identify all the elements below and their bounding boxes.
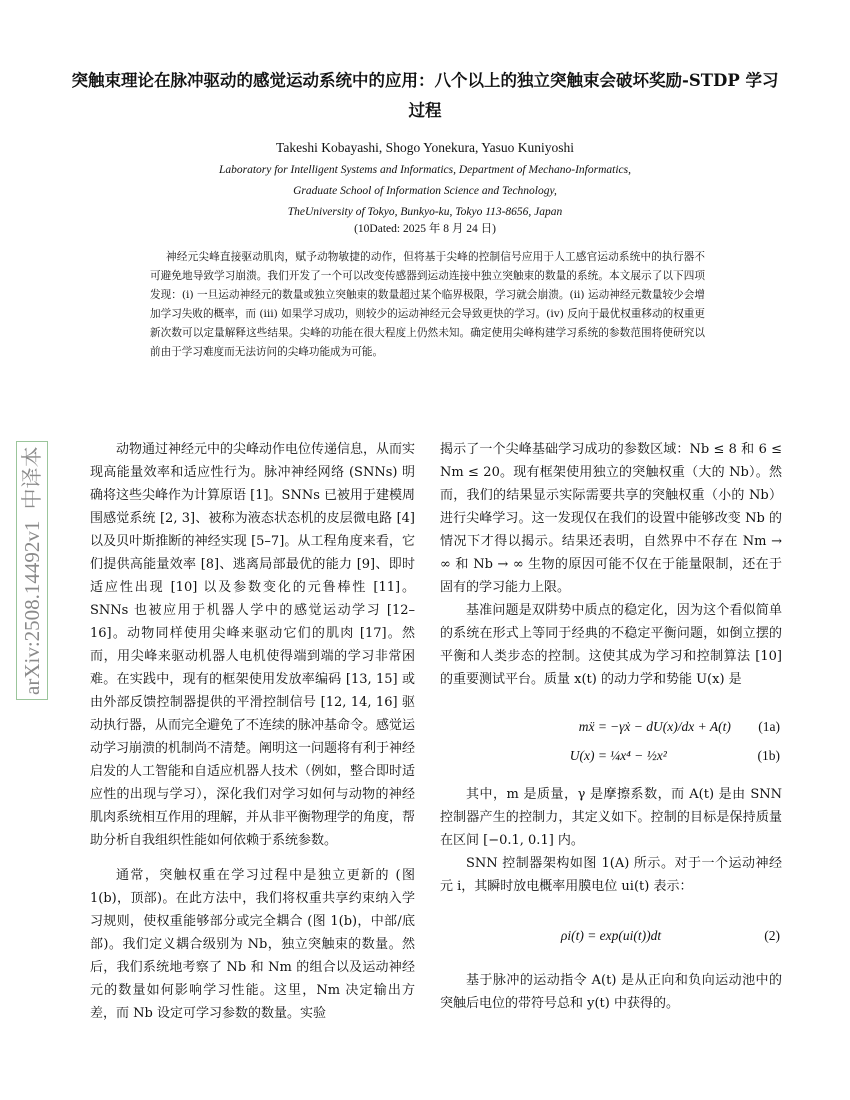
equation-block-1 [440,715,782,767]
body-paragraph: 其中，m 是质量，γ 是摩擦系数，而 A(t) 是由 SNN 控制器产生的控制力，其定义如下。控制的目标是保持质量在区间 [−0.1, 0.1] 内。 [440,787,782,848]
body-paragraph: 动物通过神经元中的尖峰动作电位传递信息，从而实现高能量效率和适应性行为。脉冲神经网络 (SNNs) 明确将这些尖峰作为计算原语 [1]。SNNs 已被用于建模周围感觉系统 [2, 3]、被称为液态状态机的皮层微电路 [4] 以及贝叶斯推断的神经实现 [5–7]。从工程角度来看，它们提供高能量效率 [8]、逃离局部最优的能力 [9]、即时适应性出现 [10] 以及参数变化的元鲁棒性 [11]。SNNs 也被应用于机器人学中的感觉运动学习 [12–16]。动物同样使用尖峰来驱动它们的肌肉 [17]。然而，用尖峰来驱动机器人电机使得端到端的学习非常困难。在实践中，现有的框架使用发放率编码 [13, 15] 或由外部反馈控制器提供的平滑控制信号 [12, 14, 16] 驱动执行器，从而完全避免了不连续的脉冲基命令。感觉运动学习崩溃的机制尚不清楚。阐明这一问题将有利于神经启发的人工智能和自适应机器人技术（例如，整合即时适应性的出现与学习），深化我们对学习如何与动物的神经肌肉系统相互作用的理解，并从非平衡物理学的角度，帮助分析自我组织性能如何依赖于系统参数。 [90,442,416,848]
equation-lhs: mẍ = [578,719,607,734]
equation-number: (1a) [758,719,780,734]
left-column [90,438,415,1025]
right-column [440,438,782,1015]
body-paragraph: 基准问题是双阱势中质点的稳定化，因为这个看似简单的系统在形式上等同于经典的不稳定平衡问题，如倒立摆的平衡和人类步态的控制。这使其成为学习和控制算法 [10] 的重要测试平台。质量 x(t) 的动力学和势能 U(x) 是 [440,603,782,687]
equation-1b [440,744,782,767]
equation-number: (2) [764,928,780,943]
affiliation-line: Graduate School of Information Science and Technology, [293,185,557,197]
affiliation-line: TheUniversity of Tokyo, Bunkyo-ku, Tokyo 113-8656, Japan [287,206,563,218]
equation-lhs: U(x) = [569,748,607,763]
equation-1a [440,715,782,738]
body-paragraph: 揭示了一个尖峰基础学习成功的参数区域：Nb ≤ 8 和 6 ≤ Nm ≤ 20。现有框架使用独立的突触权重（大的 Nb）。然而，我们的结果显示实际需要共享的突触权重（小的 Nb）进行尖峰学习。这一发现仅在我们的设置中能够改变 Nb 的情况下才得以揭示。结果还表明，自然界中不存在 Nm → ∞ 和 Nb → ∞ 生物的原因可能不仅在于能量限制，还在于固有的学习能力上限。 [440,442,782,595]
arxiv-id: arXiv:2508.14492v1 [20,520,44,695]
body-paragraph: 基于脉冲的运动指令 A(t) 是从正向和负向运动池中的突触后电位的带符号总和 y(t) 中获得的。 [440,973,782,1011]
body-paragraph: SNN 控制器架构如图 1(A) 所示。对于一个运动神经元 i，其瞬时放电概率用膜电位 ui(t) 表示： [440,856,782,894]
equation-rhs: −γẋ − dU(x)/dx + A(t) [610,719,731,734]
abstract: 神经元尖峰直接驱动肌肉，赋予动物敏捷的动作，但将基于尖峰的控制信号应用于人工感官运动系统中的执行器不可避免地导致学习崩溃。我们开发了一个可以改变传感器到运动连接中独立突触束的数量的系统。本文展示了以下四项发现：(i) 一旦运动神经元的数量或独立突触束的数量超过某个临界极限，学习就会崩溃。(ii) 运动神经元数量较少会增加学习失败的概率，而 (iii) 如果学习成功，则较少的运动神经元会导致更快的学习。(iv) 反向于最优权重移动的权重更新次数可以定量解释这些结果。尖峰的功能在很大程度上仍然未知。确定使用尖峰构建学习系统的参数范围将使研究以前由于学习难度而无法访问的尖峰功能成为可能。 [150,251,705,358]
arxiv-stamp [16,446,48,700]
affiliation [0,160,850,223]
affiliation-line: Laboratory for Intelligent Systems and Informatics, Department of Mechano-Informatics, [218,164,632,176]
equation-number: (1b) [757,748,780,763]
equation-body: ρi(t) = exp(ui(t))dt [560,928,662,943]
equation-2 [440,924,782,947]
body-paragraph: 通常，突触权重在学习过程中是独立更新的 (图 1(b)，顶部)。在此方法中，我们将权重共享约束纳入学习规则，使权重能够部分或完全耦合 (图 1(b)，中部/底部)。我们定义耦合级别为 Nb，独立突触束的数量。然后，我们系统地考察了 Nb 和 Nm 的组合以及运动神经元的数量如何影响学习性能。这里，Nm 决定输出方差，而 Nb 设定可学习参数的数量。实验 [90,868,415,1021]
paper-authors: Takeshi Kobayashi, Shogo Yonekura, Yasuo Kuniyoshi [276,140,574,155]
translation-tag: 中译本 [20,446,44,510]
equation-rhs: ¼x⁴ − ½x² [610,748,667,763]
date-line: (10Dated: 2025 年 8 月 24 日) [354,223,496,235]
paper-title: 突触束理论在脉冲驱动的感觉运动系统中的应用：八个以上的独立突触束会破坏奖励-STDP 学习过程 [71,71,779,120]
